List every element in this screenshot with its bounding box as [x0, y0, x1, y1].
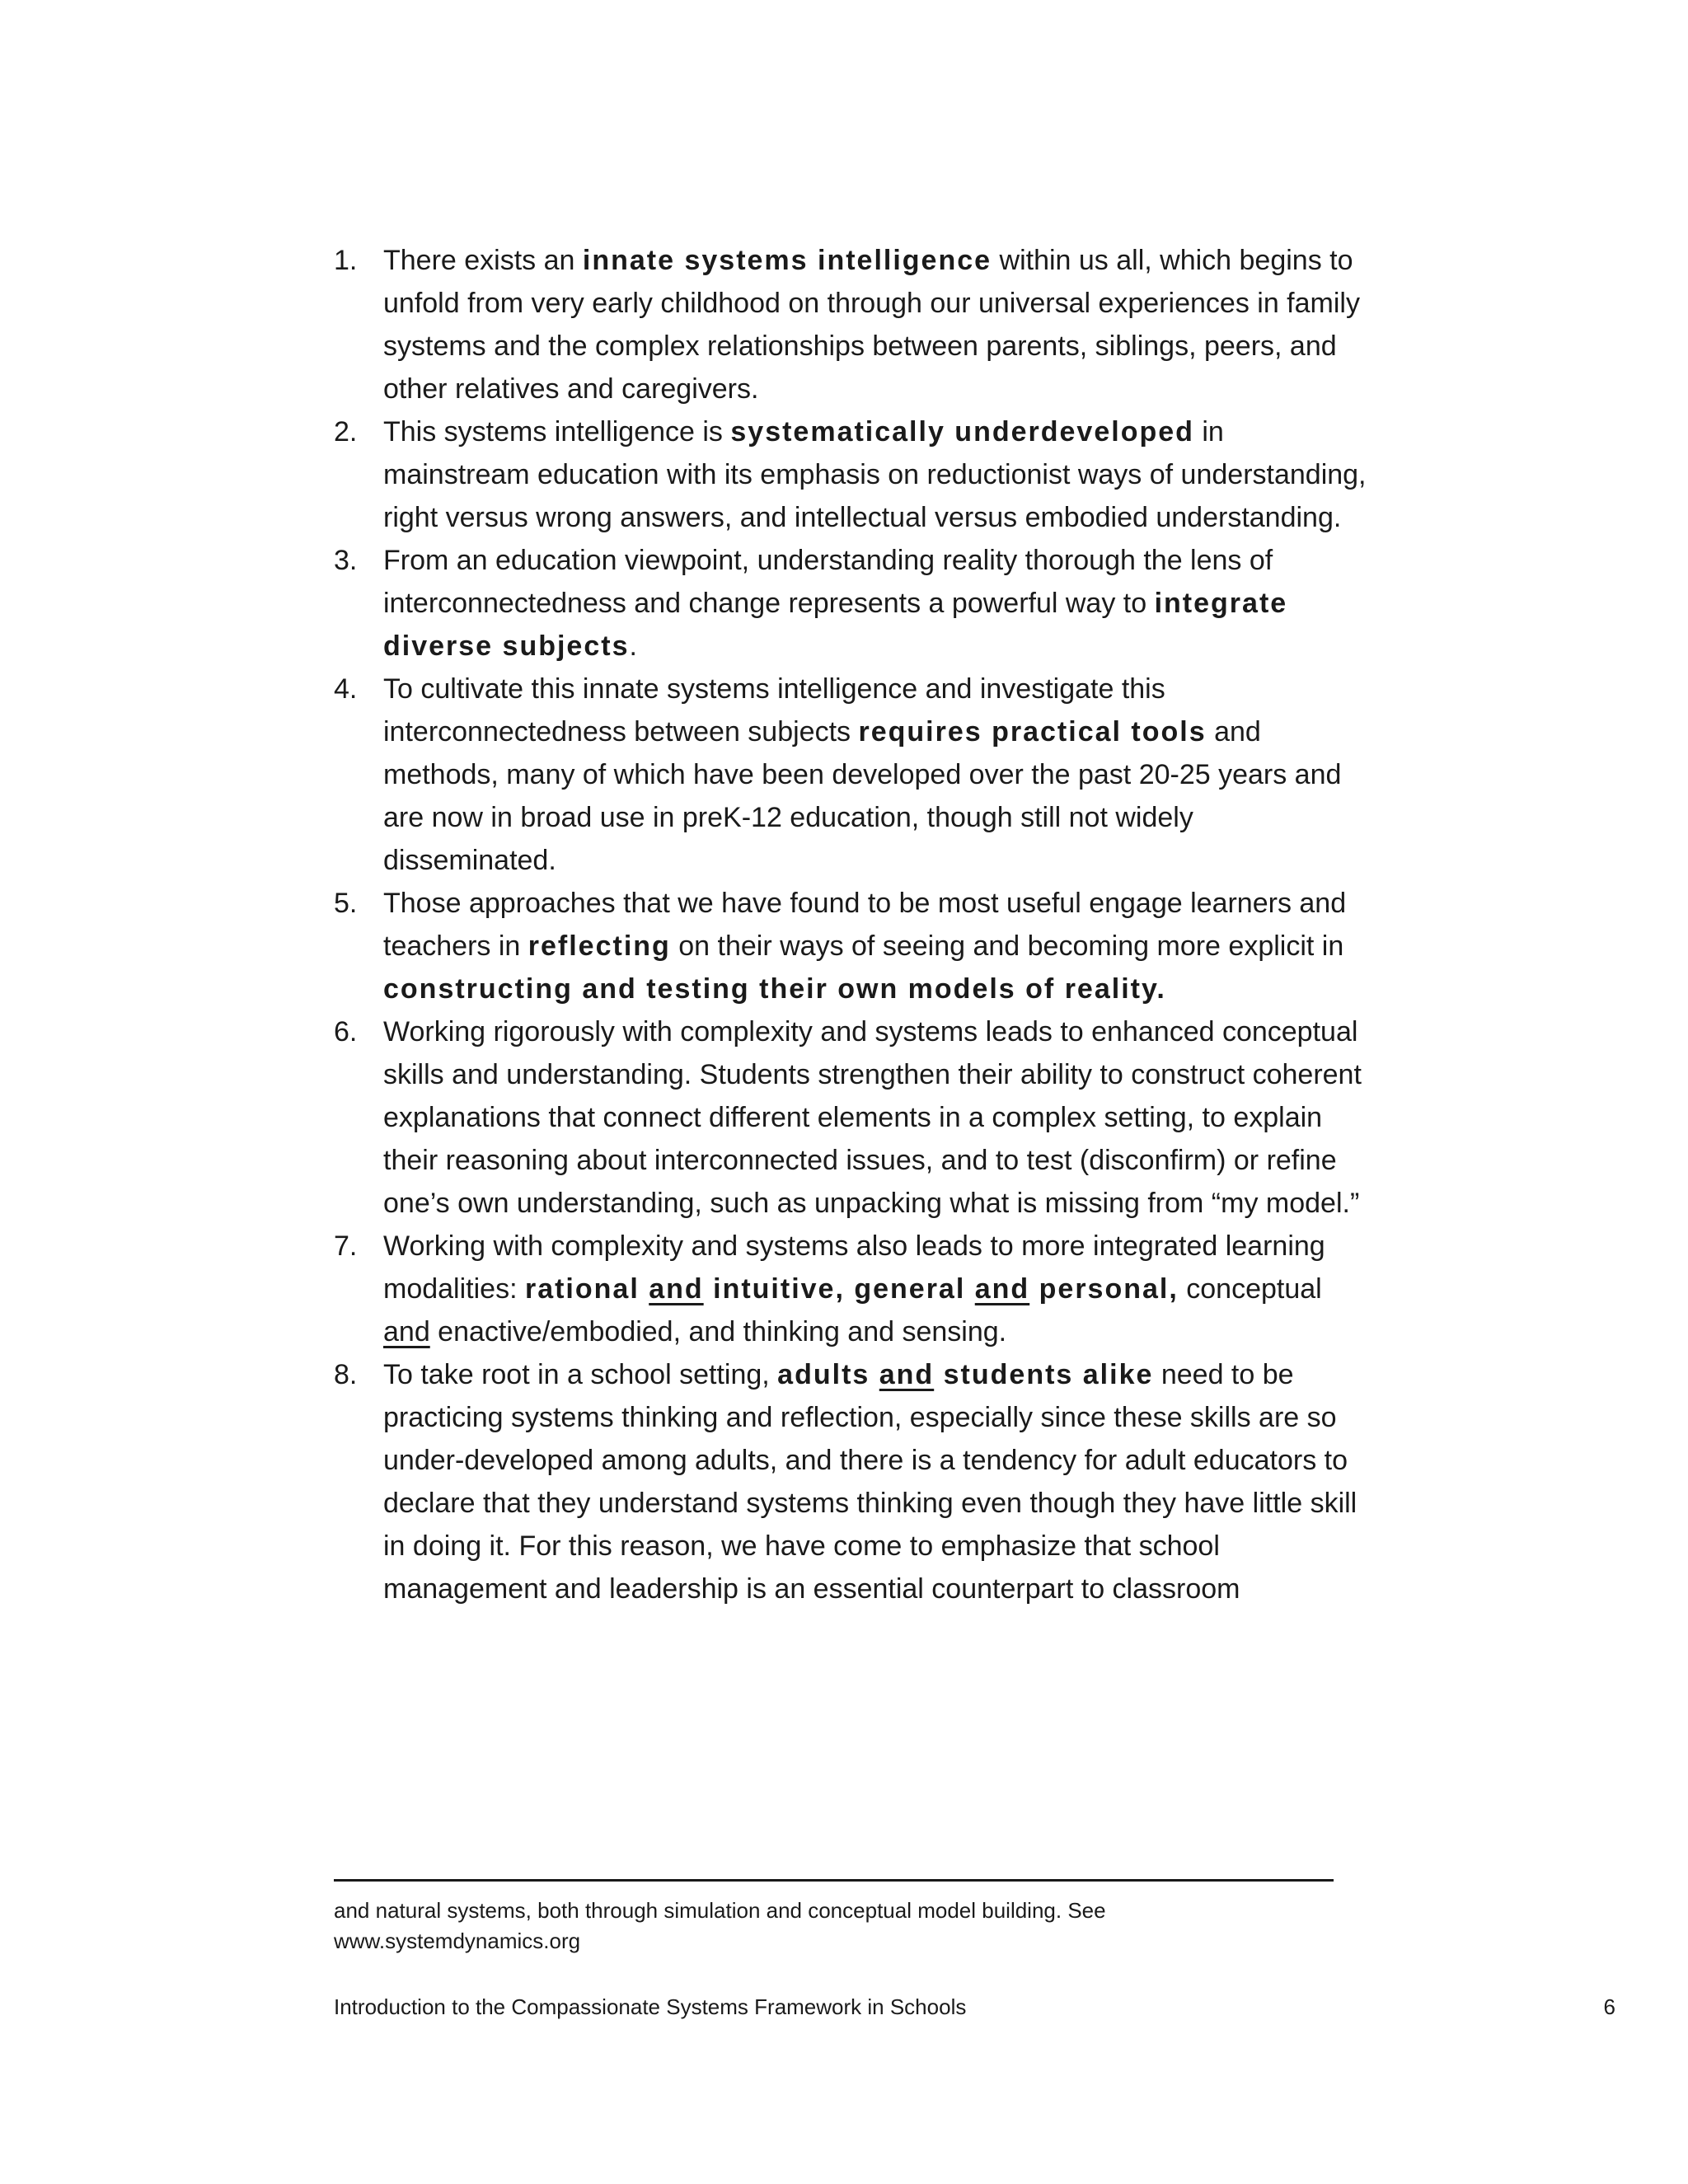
emphasized-text: and: [879, 1359, 935, 1390]
text-segment: within us all, which begins to unfold from very early childhood on through our universal experiences in family systems and the complex relationships between parents, siblings, peers, and other relatives and caregivers.: [383, 245, 1360, 405]
text-segment: From an education viewpoint, understanding reality thorough the lens of interconnectedness and change represents a powerful way to: [383, 545, 1273, 619]
text-segment: .: [629, 630, 637, 662]
text-segment: There exists an: [383, 245, 583, 276]
list-item-text: [383, 410, 1372, 539]
list-item: [334, 882, 1372, 1010]
list-item: [334, 410, 1372, 539]
list-item: [334, 668, 1372, 882]
list-item-text: [383, 1353, 1372, 1610]
emphasized-text: rational: [524, 1273, 649, 1305]
emphasized-text: requires practical tools: [858, 716, 1207, 748]
list-item-text: [383, 1010, 1372, 1225]
text-segment: need to be practicing systems thinking and reflection, especially since these skills are so under-developed among adults, and there is a tendency for adult educators to declare that they understand systems thinking even though they have little skill in doing it. For this reason, we have come to emphasize that school management and leadership is an essential counterpart to classroom: [383, 1359, 1357, 1605]
list-item: [334, 239, 1372, 410]
emphasized-text: and: [974, 1273, 1030, 1305]
list-item: [334, 539, 1372, 668]
emphasized-text: and: [649, 1273, 704, 1305]
list-item: [334, 1225, 1372, 1353]
emphasized-text: intuitive, general: [703, 1273, 975, 1305]
emphasized-text: constructing and testing their own models of reality.: [383, 973, 1166, 1005]
text-segment: Those approaches that we have found to be most useful engage learners and teachers in: [383, 888, 1347, 962]
footer-document-title: Introduction to the Compassionate Systems Framework in Schools: [334, 1994, 967, 2019]
text-segment: on their ways of seeing and becoming more explicit in: [670, 930, 1344, 962]
list-item-number: 7.: [334, 1230, 358, 1262]
list-item-number: 6.: [334, 1016, 358, 1047]
text-segment: To cultivate this innate systems intelligence and investigate this interconnectedness between subjects: [383, 673, 1165, 748]
emphasized-text: adults: [777, 1359, 879, 1390]
page-number: 6: [1603, 1994, 1615, 2019]
emphasized-text: reflecting: [528, 930, 671, 962]
emphasized-text: innate systems intelligence: [582, 245, 992, 276]
text-segment: Working rigorously with complexity and systems leads to enhanced conceptual skills and understanding. Students strengthen their ability to construct coherent explanations that connect different elements in a complex setting, to explain their reasoning about interconnected issues, and to test (disconfirm) or refine one’s own understanding, such as unpacking what is missing from “my model.”: [383, 1016, 1362, 1219]
emphasized-text: students alike: [934, 1359, 1154, 1390]
list-item-text: [383, 539, 1372, 668]
underlined-text: and: [383, 1316, 430, 1347]
list-item-number: 5.: [334, 888, 358, 919]
list-item: [334, 1353, 1372, 1610]
list-item-text: [383, 1225, 1372, 1353]
text-segment: This systems intelligence is: [383, 416, 731, 448]
emphasized-text: integrate diverse subjects: [383, 588, 1288, 662]
footnote-divider: [334, 1879, 1334, 1882]
list-item-number: 8.: [334, 1359, 358, 1390]
list-item-text: [383, 668, 1372, 882]
list-item-text: [383, 882, 1372, 1010]
text-segment: in mainstream education with its emphasis on reductionist ways of understanding, right versus wrong answers, and intellectual versus embodied understanding.: [383, 416, 1367, 533]
principles-list: [334, 239, 1372, 1610]
text-segment: enactive/embodied, and thinking and sensing.: [429, 1316, 1007, 1347]
list-item-number: 1.: [334, 245, 358, 276]
emphasized-text: systematically underdeveloped: [730, 416, 1194, 448]
emphasized-text: personal,: [1029, 1273, 1179, 1305]
list-item-number: 2.: [334, 416, 358, 448]
text-segment: conceptual: [1178, 1273, 1322, 1305]
list-item-number: 3.: [334, 545, 358, 576]
text-segment: To take root in a school setting,: [383, 1359, 778, 1390]
list-item-number: 4.: [334, 673, 358, 705]
list-item-text: [383, 239, 1372, 410]
text-segment: and methods, many of which have been developed over the past 20-25 years and are now in broad use in preK-12 education, though still not widely disseminated.: [383, 716, 1342, 876]
text-segment: Working with complexity and systems also leads to more integrated learning modalities:: [383, 1230, 1325, 1305]
footnote-text: and natural systems, both through simulation and conceptual model building. See www.systemdynamics.org: [334, 1898, 1106, 1953]
list-item: [334, 1010, 1372, 1225]
